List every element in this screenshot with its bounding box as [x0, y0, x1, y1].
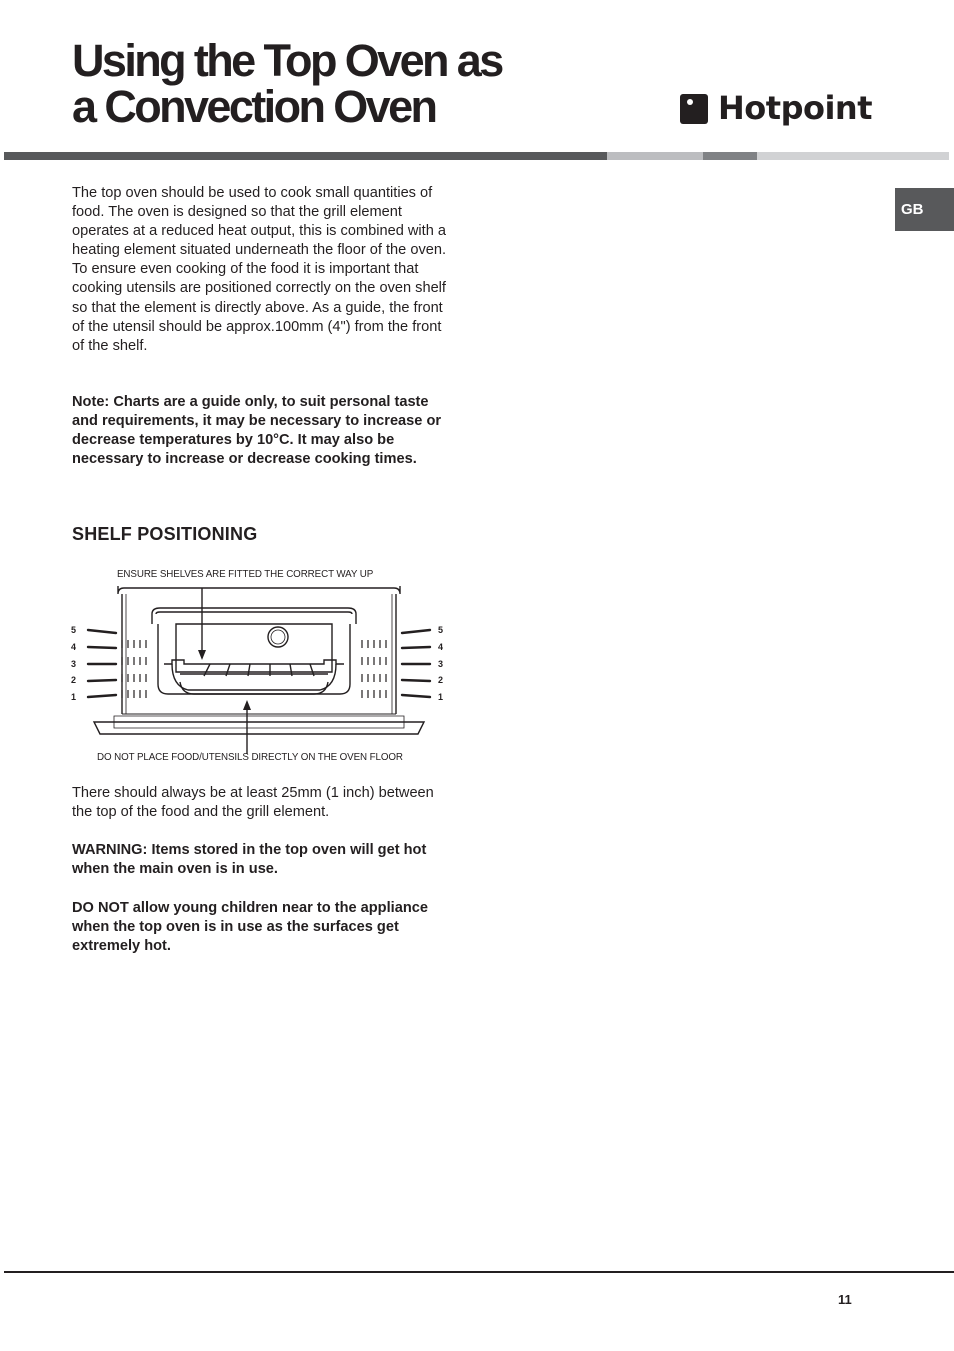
left-shelf-level-1: 1: [71, 692, 77, 702]
left-shelf-level-2: 2: [71, 675, 77, 685]
shelf-positioning-heading: SHELF POSITIONING: [72, 524, 258, 544]
diagram-caption-bottom: DO NOT PLACE FOOD/UTENSILS DIRECTLY ON THE OVEN FLOOR: [97, 752, 403, 763]
diagram-caption-top: ENSURE SHELVES ARE FITTED THE CORRECT WAY UP: [117, 569, 374, 580]
spacing-paragraph: [72, 784, 452, 822]
page-number: 11: [838, 1292, 852, 1307]
hotpoint-logo-icon: [680, 94, 708, 124]
right-shelf-level-1: 1: [438, 692, 444, 702]
note-text: Note: Charts are a guide only, to suit personal taste and requirements, it may be necessary to increase or decrease temperatures by 10°C. It may also be necessary to increase or decrease cooking times.: [72, 394, 442, 468]
header-rule-light: [607, 152, 703, 160]
title-line-1: Using the Top Oven as: [72, 35, 502, 86]
logo-text: Hotpoint: [718, 89, 872, 127]
warning-text: WARNING: Items stored in the top oven will get hot when the main oven is in use.: [72, 842, 427, 878]
children-warning-text: DO NOT allow young children near to the appliance when the top oven is in use as the surfaces get extremely hot.: [72, 900, 428, 955]
header-rule-pale: [757, 152, 949, 160]
right-shelf-level-5: 5: [438, 625, 444, 635]
footer-rule: [4, 1271, 954, 1273]
right-shelf-level-2: 2: [438, 675, 444, 685]
note-paragraph: [72, 393, 452, 469]
hotpoint-logo: [680, 88, 872, 132]
header-rule-dark: [4, 152, 607, 160]
header-rule-mid: [703, 152, 757, 160]
spacing-text: There should always be at least 25mm (1 inch) between the top of the food and the grill element.: [72, 785, 434, 821]
warning-paragraph: [72, 841, 452, 879]
right-shelf-level-3: 3: [438, 659, 444, 669]
right-shelf-level-4: 4: [438, 642, 444, 652]
language-tab: GB: [895, 188, 954, 231]
left-shelf-level-3: 3: [71, 659, 77, 669]
page-title: [72, 35, 502, 132]
left-shelf-level-4: 4: [71, 642, 77, 652]
title-line-2: a Convection Oven: [72, 81, 436, 132]
children-warning-paragraph: [72, 899, 452, 956]
left-shelf-level-5: 5: [71, 625, 77, 635]
shelf-positioning-diagram: [64, 564, 456, 774]
intro-text: The top oven should be used to cook small quantities of food. The oven is designed so that the grill element operates at a reduced heat output, this is combined with a heating element situated underneath the floor of the oven. To ensure even cooking of the food it is important that cooking utensils are positioned correctly on the oven shelf so that the element is directly above. As a guide, the front of the utensil should be approx.100mm (4") from the front of the shelf.: [72, 185, 447, 354]
oven-diagram-graphic: [64, 564, 456, 774]
intro-paragraph: [72, 184, 452, 356]
